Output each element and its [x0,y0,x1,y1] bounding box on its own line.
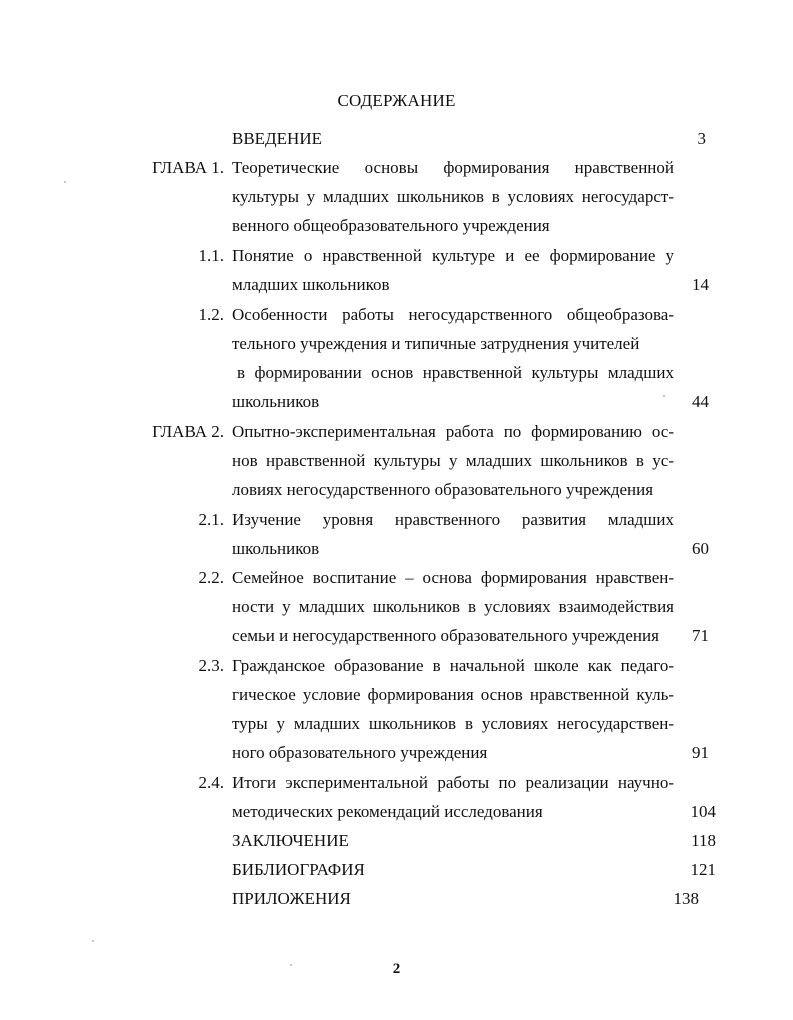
toc-section-2-1 [0,508,793,532]
toc-chapter-2-line [0,478,793,502]
toc-line: Семейное воспитание – основа формирования нравствен- [232,568,674,587]
toc-section-2-2 [0,566,793,590]
toc-line: ного образовательного учреждения [232,743,488,762]
toc-chapter-2 [0,420,793,444]
toc-line: Итоги экспериментальной работы по реализации научно- [232,773,674,792]
page-number: 2 [392,961,401,977]
section-label: 1.1. [198,246,224,265]
scan-speck [663,395,665,397]
section-label: 2.1. [198,510,224,529]
toc-line: ловиях негосударственного образовательного учреждения [232,480,654,499]
toc-section-2-3 [0,654,793,678]
toc-section-1-2 [0,303,793,327]
scan-speck [290,964,292,966]
toc-entry-page: 44 [692,392,709,411]
toc-section-1-2-line [0,361,793,385]
toc-entry-page: 14 [692,275,709,294]
toc-line: методических рекомендаций исследования [232,802,543,821]
toc-section-1-2-line [0,332,793,356]
section-label: 2.2. [198,568,224,587]
toc-entry-text: ЗАКЛЮЧЕНИЕ [232,831,349,850]
toc-line: гическое условие формирования основ нравственной куль- [232,685,674,704]
section-label: 2.4. [198,773,224,792]
section-label: 2.3. [198,656,224,675]
chapter-label: ГЛАВА 2. [152,422,224,441]
toc-line: Опытно-экспериментальная работа по формированию ос- [232,422,674,441]
toc-section-1-2-line [0,390,793,414]
toc-entry-page: 118 [691,831,716,850]
toc-entry-page: 104 [690,802,716,821]
toc-section-1-1 [0,244,793,268]
toc-entry-appendices [0,887,793,911]
toc-line: Гражданское образование в начальной школе как педаго- [232,656,674,675]
toc-section-2-4 [0,771,793,795]
toc-chapter-1 [0,156,793,180]
toc-line: венного общеобразовательного учреждения [232,216,550,235]
chapter-label: ГЛАВА 1. [152,158,224,177]
toc-line: семьи и негосударственного образовательного учреждения [232,626,659,645]
toc-line: школьников [232,539,320,558]
toc-line: нов нравственной культуры у младших школьников в ус- [232,451,674,470]
page-title: СОДЕРЖАНИЕ [337,91,456,110]
toc-line: в формировании основ нравственной культуры младших [237,363,674,382]
toc-line: Теоретические основы формирования нравственной [232,158,674,177]
toc-chapter-1-line [0,214,793,238]
toc-entry-text: ВВЕДЕНИЕ [232,129,322,148]
toc-line: тельного учреждения и типичные затруднения учителей [232,334,640,353]
toc-entry-page: 3 [697,129,706,148]
toc-entry-conclusion [0,829,793,853]
toc-line: Изучение уровня нравственного развития младших [232,510,674,529]
toc-entry-intro [0,127,793,151]
toc-section-2-3-line [0,741,793,765]
toc-section-2-1-line [0,537,793,561]
toc-entry-page: 91 [692,743,709,762]
toc-line: Понятие о нравственной культуре и ее формирование у [232,246,674,265]
section-label: 1.2. [198,305,224,324]
toc-line: школьников [232,392,320,411]
toc-entry-text: ПРИЛОЖЕНИЯ [232,889,351,908]
toc-entry-text: БИБЛИОГРАФИЯ [232,860,365,879]
toc-entry-page: 60 [692,539,709,558]
toc-section-2-4-line [0,800,793,824]
scan-speck [92,940,94,942]
toc-line: ности у младших школьников в условиях взаимодействия [232,597,674,616]
toc-section-2-2-line [0,595,793,619]
toc-chapter-2-line [0,449,793,473]
toc-entry-bibliography [0,858,793,882]
toc-section-2-3-line [0,712,793,736]
toc-line: Особенности работы негосударственного общеобразова- [232,305,674,324]
scan-speck [64,181,66,183]
toc-entry-page: 138 [673,889,699,908]
toc-section-2-3-line [0,683,793,707]
toc-entry-page: 71 [692,626,709,645]
toc-chapter-1-line [0,185,793,209]
toc-section-1-1-line [0,273,793,297]
toc-line: младших школьников [232,275,390,294]
toc-entry-page: 121 [690,860,716,879]
toc-section-2-2-line [0,624,793,648]
toc-line: туры у младших школьников в условиях негосударствен- [232,714,674,733]
toc-line: культуры у младших школьников в условиях негосударст- [232,187,674,206]
